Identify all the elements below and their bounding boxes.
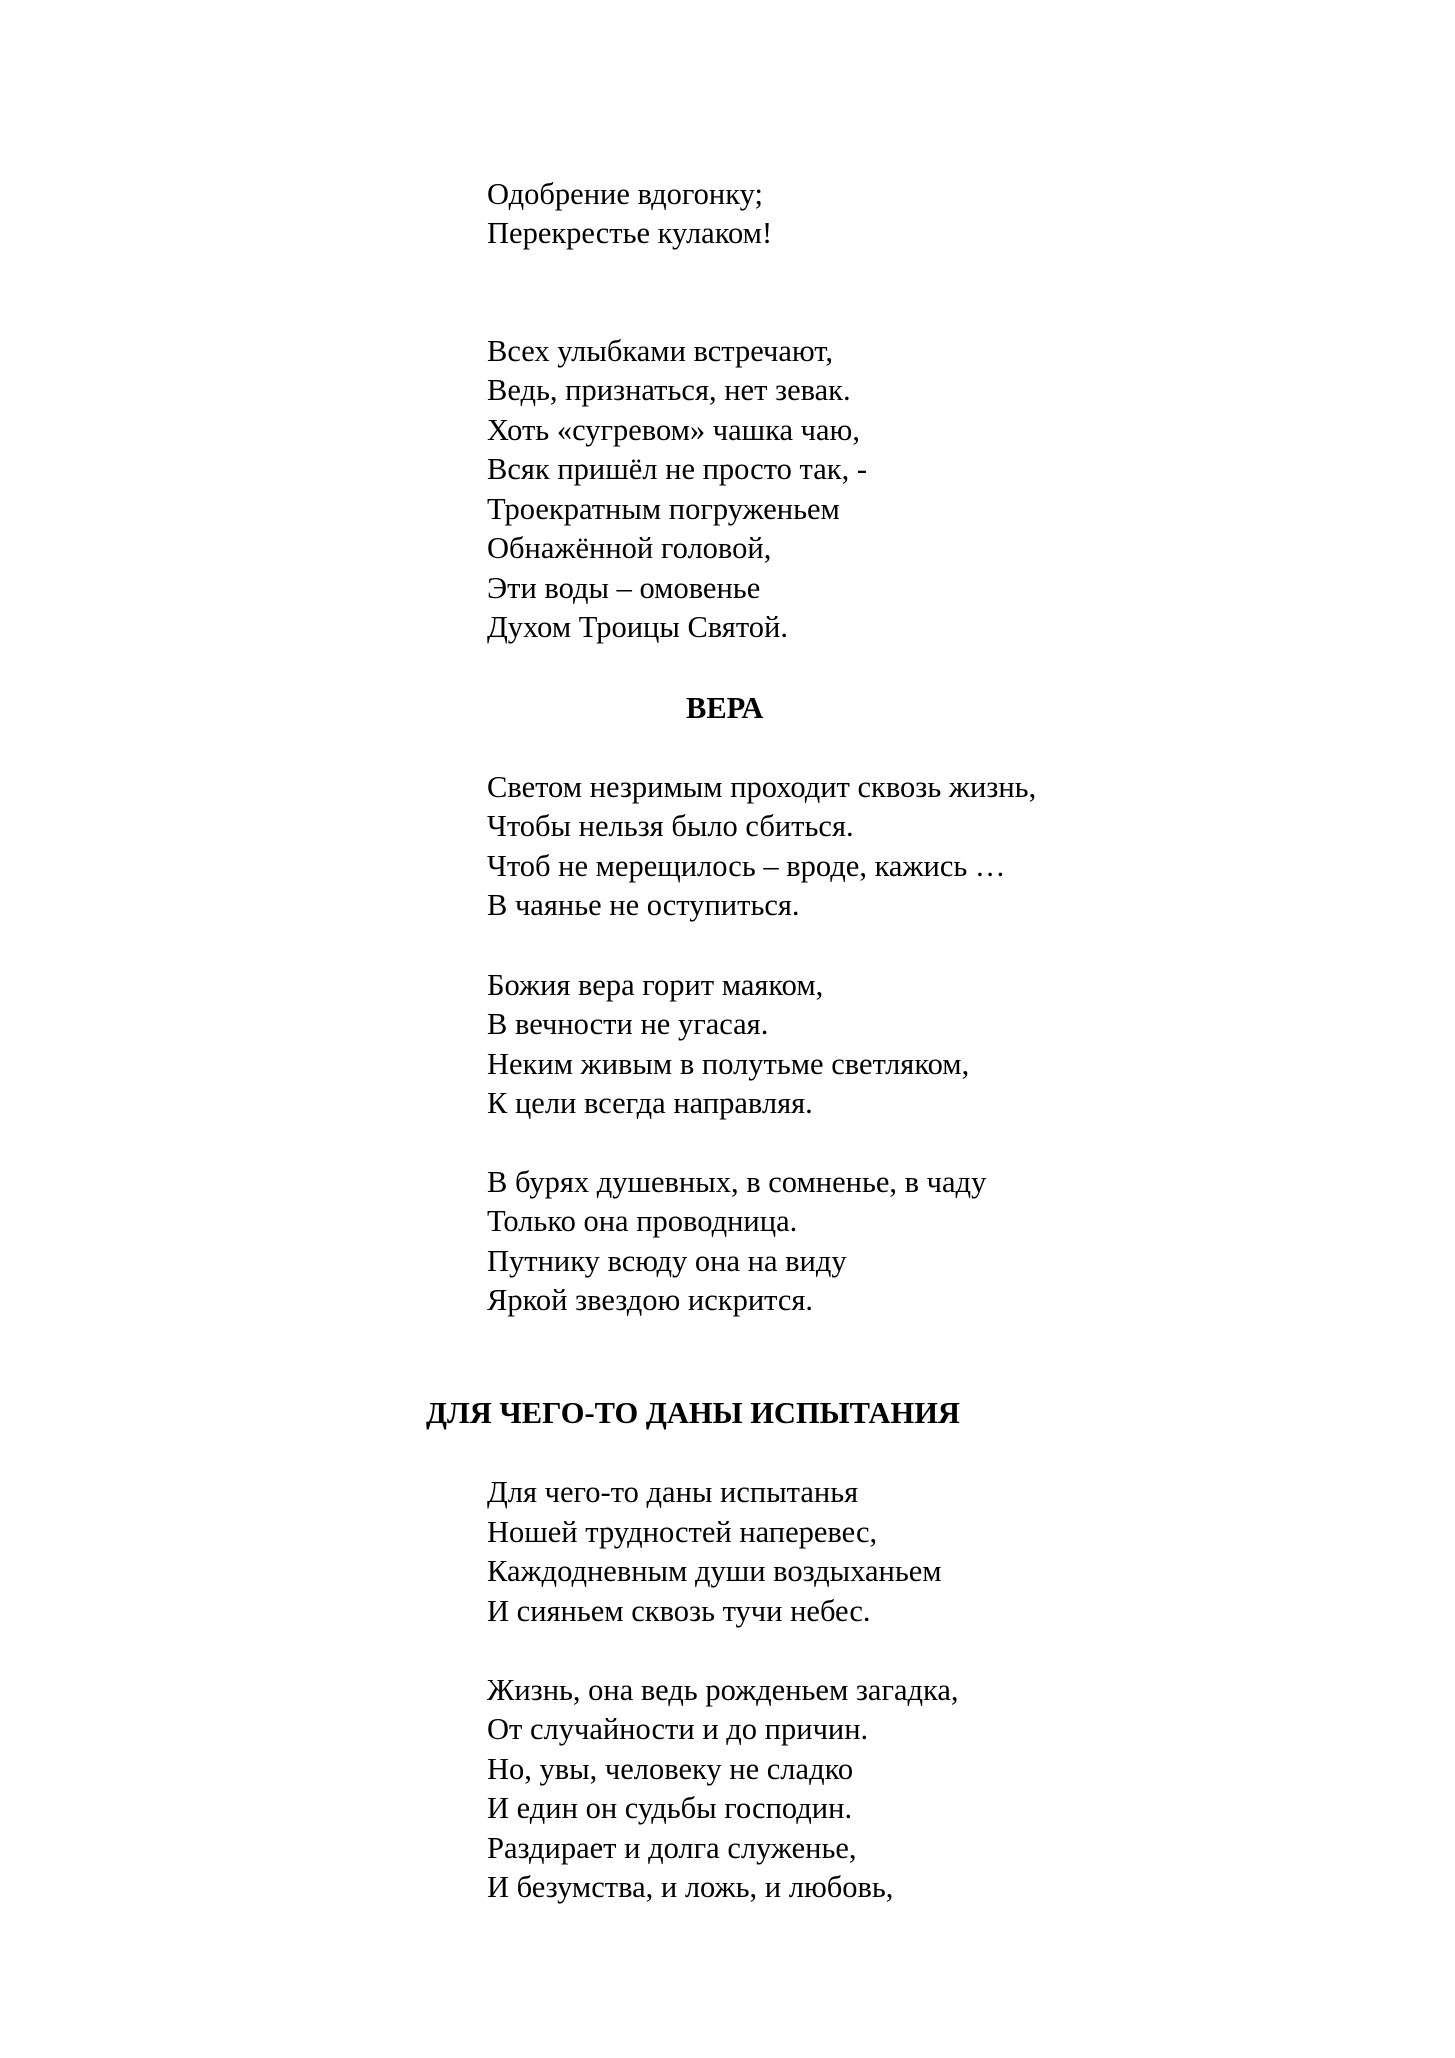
verse-line: Ношей трудностей наперевес, [487, 1515, 878, 1549]
verse-line: Неким живым в полутьме светляком, [487, 1047, 970, 1081]
verse-line: Троекратным погруженьем [487, 492, 840, 526]
verse-line: В вечности не угасая. [487, 1007, 769, 1041]
verse-line: Одобрение вдогонку; [487, 177, 763, 211]
verse-line: И сияньем сквозь тучи небес. [487, 1594, 871, 1628]
verse-line: Всяк пришёл не просто так, - [487, 452, 867, 486]
verse-line: Хоть «сугревом» чашка чаю, [487, 413, 860, 447]
verse-line: Обнажённой головой, [487, 531, 772, 565]
verse-line: Путнику всюду она на виду [487, 1244, 847, 1278]
verse-line: Перекрестье кулаком! [487, 216, 773, 250]
verse-line: Ведь, признаться, нет зевак. [487, 373, 851, 407]
poem-title: ВЕРА [686, 691, 764, 725]
verse-line: Эти воды – омовенье [487, 571, 761, 605]
verse-line: В бурях душевных, в сомненье, в чаду [487, 1165, 987, 1199]
verse-line: К цели всегда направляя. [487, 1086, 813, 1120]
verse-line: Светом незримым проходит сквозь жизнь, [487, 770, 1037, 804]
verse-line: Но, увы, человеку не сладко [487, 1752, 854, 1786]
verse-line: В чаянье не оступиться. [487, 888, 800, 922]
poem-title: ДЛЯ ЧЕГО-ТО ДАНЫ ИСПЫТАНИЯ [426, 1396, 960, 1430]
verse-line: И безумства, и ложь, и любовь, [487, 1870, 894, 1904]
verse-line: От случайности и до причин. [487, 1712, 869, 1746]
verse-line: Чтобы нельзя было сбиться. [487, 809, 854, 843]
verse-line: И един он судьбы господин. [487, 1791, 853, 1825]
verse-line: Божия вера горит маяком, [487, 968, 824, 1002]
verse-line: Раздирает и долга служенье, [487, 1831, 857, 1865]
verse-line: Духом Троицы Святой. [487, 610, 788, 644]
verse-line: Каждодневным души воздыханьем [487, 1554, 942, 1588]
verse-line: Чтоб не мерещилось – вроде, кажись … [487, 849, 1006, 883]
verse-line: Только она проводница. [487, 1204, 798, 1238]
verse-line: Всех улыбками встречают, [487, 334, 833, 368]
verse-line: Для чего-то даны испытанья [487, 1475, 859, 1509]
verse-line: Яркой звездою искрится. [487, 1283, 814, 1317]
verse-line: Жизнь, она ведь рожденьем загадка, [487, 1673, 959, 1707]
